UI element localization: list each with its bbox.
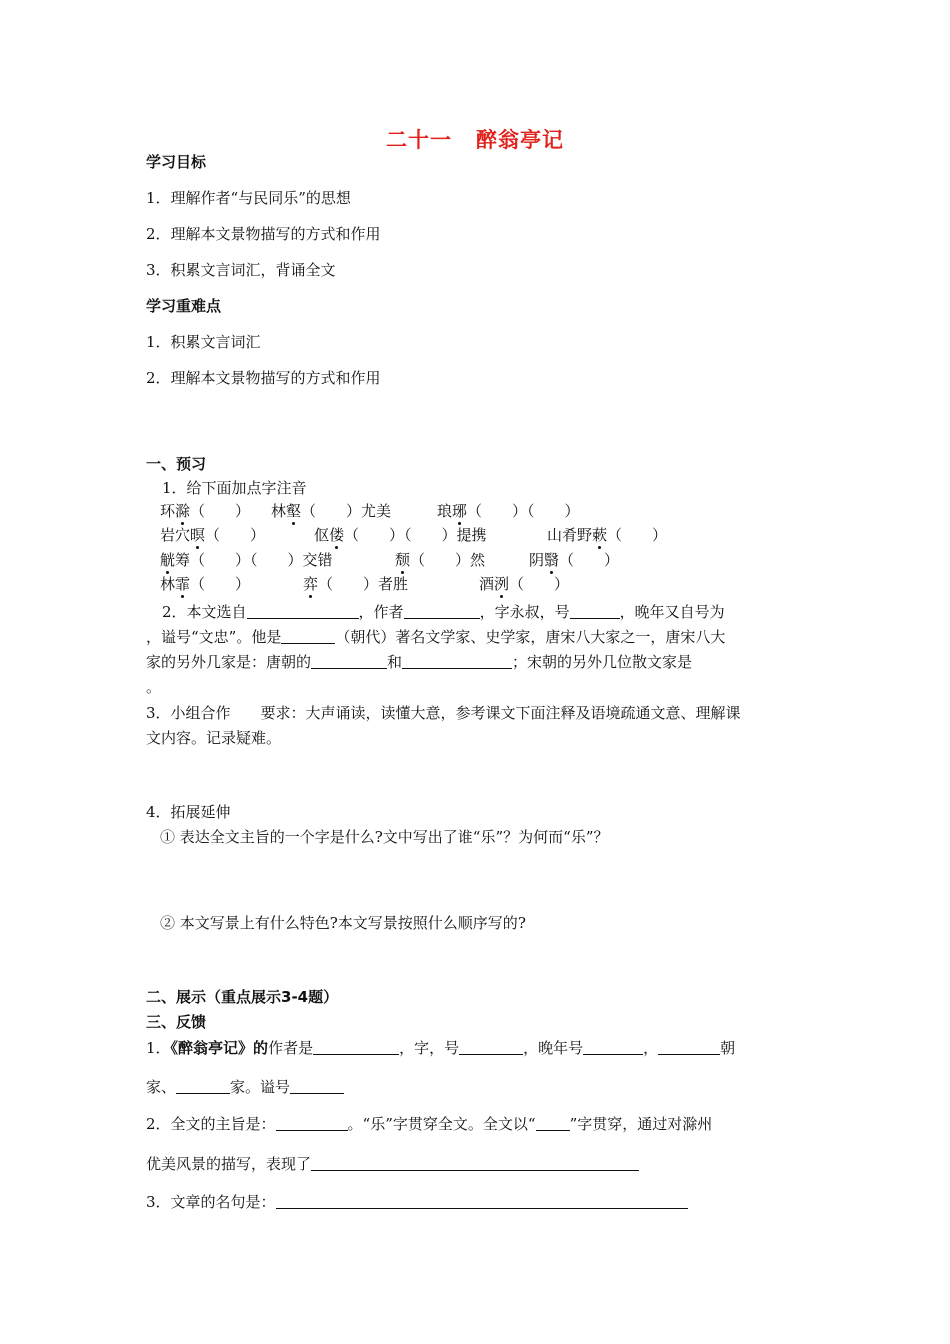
feedback-q1-line1: 1．《醉翁亭记》的作者是 ，字，号 ，晚年号 ， 朝 [146,1039,736,1057]
work-title: 《醉翁亭记》的 [170,1039,269,1057]
title-text: 醉翁亭记 [476,128,564,152]
preview-q4: 4．拓展延伸 [146,803,231,821]
title-number: 二十一 [386,128,452,152]
preview-q2-line3: 家的另外几家是：唐朝的 和 ；宋朝的另外几位散文家是 [146,653,693,671]
difficulty-item: 1．积累文言词汇 [146,333,261,351]
preview-heading: 一、预习 [146,455,207,473]
preview-q2-line1: 2．本文选自 ，作者 ，字永叔，号 ，晚年又自号为 [162,603,725,621]
answer-blank[interactable] [570,604,620,619]
dotted-char: 翳 [544,551,560,569]
answer-blank[interactable] [313,1040,399,1055]
answer-blank[interactable] [247,604,359,619]
preview-q3-line1: 3．小组合作 要求：大声诵读，读懂大意，参考课文下面注释及语境疏通文意、理解课 [146,704,741,722]
feedback-q3-line1: 3．文章的名句是： [146,1192,688,1212]
dotted-char: 蔌 [592,526,608,544]
goal-item: 1．理解作者“与民同乐”的思想 [146,189,351,207]
dotted-char: 霏 [175,575,191,593]
dotted-char: 颓 [395,551,411,569]
dotted-char: 偻 [329,526,345,544]
answer-blank[interactable] [658,1040,720,1055]
answer-blank[interactable] [281,629,335,644]
answer-blank[interactable] [402,654,512,669]
dotted-char: 琊 [452,502,468,520]
preview-q4-1: ① 表达全文主旨的一个字是什么?文中写出了谁“乐”？为何而“乐”？ [160,828,609,846]
goals-heading: 学习目标 [146,153,207,171]
feedback-q1-line2: 家、 家。谥号 [146,1077,344,1097]
preview-q4-2: ② 本文写景上有什么特色?本文写景按照什么顺序写的? [160,914,526,932]
answer-blank[interactable] [536,1116,570,1131]
section2-heading: 二、展示（重点展示3-4题） [146,988,339,1006]
dotted-char: 壑 [286,502,302,520]
dotted-char: 滁 [175,502,191,520]
preview-q2-line2: ，谥号“文忠”。他是 （朝代）著名文学家、史学家，唐宋八大家之一，唐宋八大 [146,628,726,646]
preview-q3-line2: 文内容。记录疑难。 [146,729,282,747]
feedback-q2-line2: 优美风景的描写，表现了 [146,1154,639,1174]
answer-blank[interactable] [459,1040,523,1055]
feedback-q2-line1: 2．全文的主旨是： 。“乐”字贯穿全文。全文以“ ”字贯穿，通过对滁州 [146,1115,713,1133]
answer-blank[interactable] [176,1079,230,1094]
section3-heading: 三、反馈 [146,1013,207,1031]
dotted-char: 觥 [160,551,176,569]
answer-blank[interactable] [311,1156,639,1171]
dotted-char: 洌 [494,575,510,593]
page-title [0,124,950,154]
answer-blank[interactable] [311,654,387,669]
difficulty-item: 2．理解本文景物描写的方式和作用 [146,369,381,387]
answer-blank[interactable] [583,1040,643,1055]
answer-blank[interactable] [404,604,480,619]
answer-blank[interactable] [276,1116,348,1131]
difficulties-heading: 学习重难点 [146,297,222,315]
preview-q2-line4: 。 [146,678,162,696]
dotted-char: 暝 [190,526,206,544]
answer-blank[interactable] [290,1079,344,1094]
answer-blank[interactable] [276,1194,688,1209]
dotted-char: 弈 [303,575,319,593]
goal-item: 2．理解本文景物描写的方式和作用 [146,225,381,243]
preview-q1: 1．给下面加点字注音 [162,479,307,497]
goal-item: 3．积累文言词汇，背诵全文 [146,261,336,279]
